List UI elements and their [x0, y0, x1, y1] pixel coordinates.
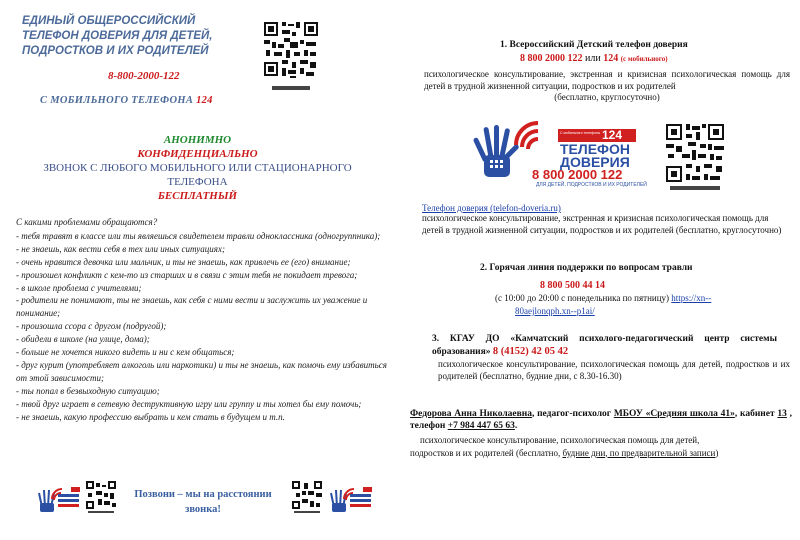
- contact-line: Федорова Анна Николаевна, педагог-психолог МБОУ «Средняя школа 41», кабинет 13 , телефон +7 984 447 65 63.: [410, 409, 792, 431]
- item2-link-part1[interactable]: https://xn--: [671, 293, 712, 303]
- list-item: - больше не хочется никого видеть и ни с кем общаться;: [16, 347, 235, 358]
- contact-desc-2: подростков и их родителей (бесплатно,: [410, 447, 561, 458]
- item2-title: 2. Горячая линия поддержки по вопросам травли: [480, 263, 693, 273]
- list-item: - твой друг играет в сетевую деструктивную игру или группу и ты хотел бы ему помочь;: [16, 398, 362, 409]
- from-mobile-number: 124: [196, 95, 213, 106]
- item3-description: психологическое консультирование, психологическая помощь для детей, подростков и их родителей (бесплатно, будние дни, с 8.30-16.30): [438, 359, 790, 381]
- contact-name: Федорова Анна Николаевна: [410, 409, 532, 419]
- helpline-logo-icon: [328, 481, 374, 515]
- qr-code-icon: [262, 20, 320, 100]
- logo-small-caption: С мобильного телефона: [560, 131, 600, 135]
- item1-short: 124: [603, 53, 619, 64]
- list-item: - ты попал в безвыходную ситуацию;: [16, 385, 160, 396]
- item1-or: или: [585, 53, 601, 64]
- item1-description: [424, 69, 790, 104]
- contact-desc-close: ): [715, 447, 719, 458]
- item3-title-line: [432, 333, 777, 358]
- list-item: - не знаешь, какую профессию выбрать и кем стать в будущем и т.п.: [16, 411, 285, 422]
- item1-mobile-note: (с мобильного): [620, 55, 668, 63]
- anonymous-label: АНОНИМНО: [163, 134, 232, 146]
- from-mobile-line: [40, 95, 213, 106]
- item1-desc-tail: (бесплатно, круглосуточно): [554, 92, 660, 102]
- list-item: - родители не понимают, ты не знаешь, как себя с ними вести и заслужить их уважение и понимание;: [16, 295, 368, 319]
- list-item: - тебя травят в классе или ты являешься свидетелем травли одноклассника (одногруппника);: [16, 230, 381, 241]
- item2-hours: (с 10:00 до 20:00 с понедельника по пятницу): [495, 293, 670, 303]
- problems-lead: С какими проблемами обращаются?: [16, 217, 158, 227]
- item1-title: 1. Всероссийский Детский телефон доверия: [500, 40, 688, 50]
- helpline-logo: [472, 115, 664, 195]
- logo-caption: ДЛЯ ДЕТЕЙ, ПОДРОСТКОВ И ИХ РОДИТЕЛЕЙ: [536, 182, 647, 188]
- left-column: [0, 0, 395, 540]
- qr-code-icon: [86, 481, 116, 515]
- item2-phone: 8 800 500 44 14: [540, 280, 605, 291]
- helpline-phone: 8-800-2000-122: [108, 70, 180, 82]
- list-item: - обидели в школе (на улице, дома);: [16, 334, 150, 345]
- footer-slogan: Позвони – мы на расстоянии звонка!: [134, 489, 272, 515]
- contact-desc-1: психологическое консультирование, психологическая помощь для детей,: [420, 435, 700, 445]
- contact-phone-label: , телефон: [410, 409, 792, 431]
- contact-phone: +7 984 447 65 63: [447, 421, 515, 431]
- call-from-any-label: ЗВОНОК С ЛЮБОГО МОБИЛЬНОГО ИЛИ СТАЦИОНАРНОГО ТЕЛЕФОНА: [43, 162, 352, 188]
- helpline-title: ЕДИНЫЙ ОБЩЕРОССИЙСКИЙ ТЕЛЕФОН ДОВЕРИЯ ДЛЯ ДЕТЕЙ, ПОДРОСТКОВ И ИХ РОДИТЕЛЕЙ: [22, 15, 213, 57]
- item1-phone-line: [520, 53, 668, 64]
- list-item: - произошел конфликт с кем-то из старших и в связи с этим тебя не покидает тревога;: [16, 269, 358, 280]
- from-mobile-label: С МОБИЛЬНОГО ТЕЛЕФОНА: [40, 95, 194, 106]
- problems-list: [16, 216, 394, 424]
- item3-phone: 8 (4152) 42 05 42: [492, 345, 569, 357]
- anonymous-block: [20, 133, 375, 203]
- item1b-description: психологическое консультирование, экстренная и кризисная психологическая помощь для детей в трудной жизненной ситуации, подростков и их родителей (бесплатно, круглосуточно): [422, 213, 782, 235]
- logo-number: 124: [602, 128, 623, 142]
- item2-link-part2[interactable]: 80aejlonqph.xn--p1ai/: [515, 306, 595, 316]
- item1-desc-text: психологическое консультирование, экстренная и кризисная психологическая помощь для детей в трудной жизненной ситуации, подростков и их родителей: [424, 69, 790, 91]
- contact-description: [410, 434, 792, 459]
- contact-role: , педагог-психолог: [531, 409, 612, 419]
- list-item: - не знаешь, как вести себя в тех или иных ситуациях;: [16, 243, 225, 254]
- logo-line1: ТЕЛЕФОН: [560, 141, 630, 157]
- right-column: [400, 0, 800, 540]
- list-item: - произошла ссора с другом (подругой);: [16, 321, 167, 332]
- logo-line2: ДОВЕРИЯ: [560, 154, 630, 170]
- contact-school: МБОУ «Средняя школа 41»: [613, 409, 735, 419]
- logo-phone: 8 800 2000 122: [532, 167, 623, 182]
- item3-title: 3. КГАУ ДО «Камчатский психолого-педагогический центр системы образования»: [432, 334, 777, 357]
- contact-office: 13: [777, 409, 787, 419]
- contact-desc-3: будние дни, по предварительной записи: [562, 447, 716, 458]
- item1-phone: 8 800 2000 122: [520, 53, 583, 64]
- contact-office-label: , кабинет: [734, 409, 775, 419]
- qr-code-icon: [664, 122, 726, 194]
- item2-hours-line: [495, 293, 711, 303]
- list-item: - друг курит (употребляет алкоголь или наркотики) и ты не знаешь, как помочь ему избавиться от этой зависимости;: [16, 359, 387, 383]
- free-label: БЕСПЛАТНЫЙ: [157, 190, 238, 202]
- list-item: - очень нравится девочка или мальчик, и ты не знаешь, как привлечь ее (его) внимание;: [16, 256, 351, 267]
- qr-code-icon: [292, 481, 322, 515]
- list-item: - в школе проблема с учителями;: [16, 282, 142, 293]
- site-link[interactable]: Телефон доверия (telefon-doveria.ru): [422, 203, 561, 213]
- helpline-logo-icon: [36, 481, 82, 515]
- confidential-label: КОНФИДЕНЦИАЛЬНО: [137, 148, 258, 160]
